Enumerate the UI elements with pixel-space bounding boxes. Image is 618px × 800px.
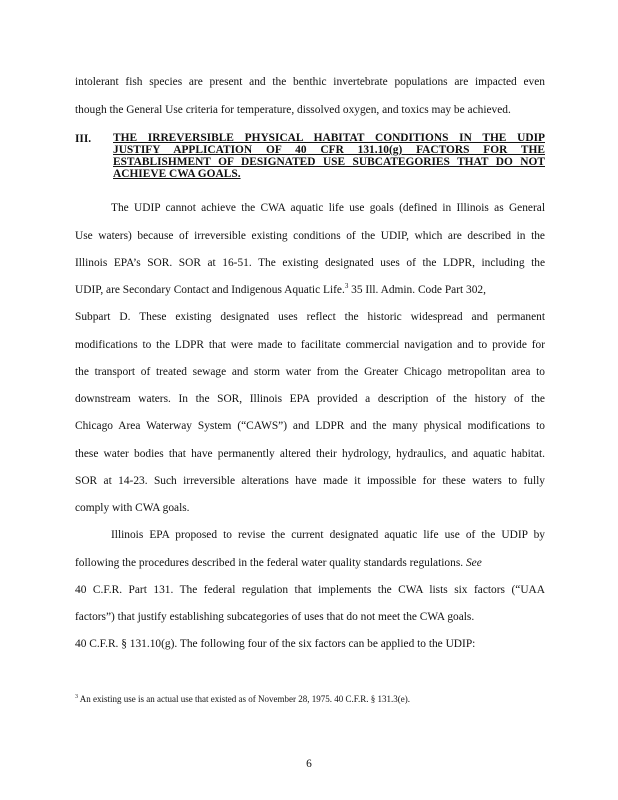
citation-signal: See — [465, 557, 482, 569]
paragraph-line: factors”) that justify establishing subcategories of uses that do not meet the CWA goals. — [75, 611, 475, 623]
paragraph-line: Use waters) because of irreversible existing conditions of the UDIP, which are described in the — [75, 230, 545, 242]
footnote — [75, 694, 410, 704]
heading-line: ESTABLISHMENT OF DESIGNATED USE SUBCATEGORIES THAT DO NOT — [113, 156, 545, 168]
paragraph-line: downstream waters. In the SOR, Illinois EPA provided a description of the history of the — [75, 393, 545, 405]
paragraph-line: Subpart D. These existing designated uses reflect the historic widespread and permanent — [75, 311, 545, 323]
heading-line: JUSTIFY APPLICATION OF 40 CFR 131.10(g) FACTORS FOR THE — [113, 144, 545, 156]
paragraph-line: the transport of treated sewage and storm water from the Greater Chicago metropolitan area to — [75, 366, 545, 378]
paragraph-line: Illinois EPA’s SOR. SOR at 16-51. The existing designated uses of the LDPR, including the — [75, 257, 545, 269]
paragraph-line: Illinois EPA proposed to revise the current designated aquatic life use of the UDIP by — [111, 529, 545, 541]
heading-line: THE IRREVERSIBLE PHYSICAL HABITAT CONDITIONS IN THE UDIP — [113, 132, 545, 144]
footnote-ref: 3 — [344, 282, 349, 291]
paragraph-line: Chicago Area Waterway System (“CAWS”) and LDPR and the many physical modifications to — [75, 420, 545, 432]
paragraph-text: 35 Ill. Admin. Code Part 302, — [348, 284, 486, 296]
paragraph-text: UDIP, are Secondary Contact and Indigenous Aquatic Life. — [75, 284, 345, 296]
paragraph-line: comply with CWA goals. — [75, 502, 190, 514]
body-line: intolerant fish species are present and the benthic invertebrate populations are impacted even — [75, 76, 545, 88]
paragraph-text: following the procedures described in the federal water quality standards regulations. — [75, 557, 466, 569]
body-line: though the General Use criteria for temperature, dissolved oxygen, and toxics may be achieved. — [75, 104, 511, 116]
heading-line: ACHIEVE CWA GOALS. — [113, 168, 241, 180]
section-number: III. — [75, 133, 92, 145]
paragraph-line: The UDIP cannot achieve the CWA aquatic life use goals (defined in Illinois as General — [111, 202, 545, 214]
page-number: 6 — [306, 758, 312, 770]
footnote-marker: 3 — [75, 694, 78, 700]
paragraph-line: modifications to the LDPR that were made to facilitate commercial navigation and to provide for — [75, 339, 545, 351]
paragraph-line: SOR at 14-23. Such irreversible alterations have made it impossible for these waters to fully — [75, 475, 545, 487]
paragraph-line — [75, 556, 534, 570]
paragraph-line: 40 C.F.R. Part 131. The federal regulation that implements the CWA lists six factors (“UAA — [75, 584, 545, 596]
paragraph-line — [75, 283, 545, 297]
footnote-text: An existing use is an actual use that existed as of November 28, 1975. 40 C.F.R. § 131.3(e). — [78, 694, 410, 704]
paragraph-line: 40 C.F.R. § 131.10(g). The following four of the six factors can be applied to the UDIP: — [75, 638, 476, 650]
paragraph-line: these water bodies that have permanently altered their hydrology, hydraulics, and aquatic habitat. — [75, 448, 545, 460]
